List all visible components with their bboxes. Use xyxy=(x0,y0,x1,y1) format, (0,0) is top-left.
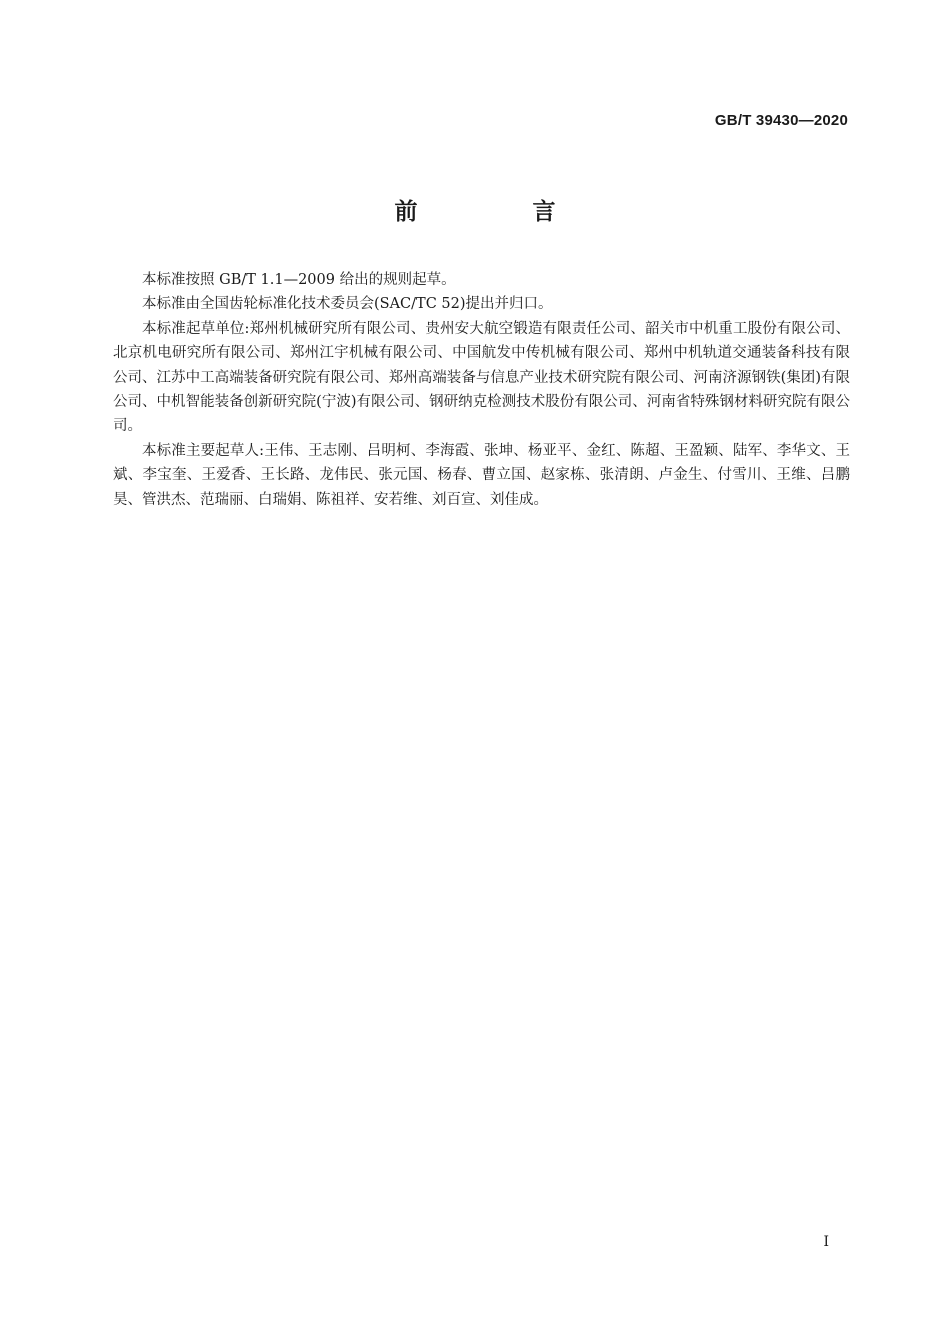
page-title: 前 言 xyxy=(394,199,602,225)
standard-code: GB/T 39430—2020 xyxy=(714,112,848,129)
paragraph-drafters: 本标准主要起草人:王伟、王志刚、吕明柯、李海霞、张坤、杨亚平、金红、陈超、王盈颖、陆军、李华文、王斌、李宝奎、王爱香、王长路、龙伟民、张元国、杨春、曹立国、赵家栋、张清朗、卢金生、付雪川、王维、吕鹏昊、管洪杰、范瑞丽、白瑞娟、陈祖祥、安若维、刘百宣、刘佳成。 xyxy=(113,442,850,508)
paragraph-proposer: 本标准由全国齿轮标准化技术委员会(SAC/TC 52)提出并归口。 xyxy=(142,296,553,313)
paragraph-drafting-rules: 本标准按照 GB/T 1.1—2009 给出的规则起草。 xyxy=(142,272,456,288)
page-number: I xyxy=(823,1234,829,1250)
foreword-body xyxy=(113,268,850,512)
paragraph-drafting-units: 本标准起草单位:郑州机械研究所有限公司、贵州安大航空锻造有限责任公司、韶关市中机重工股份有限公司、北京机电研究所有限公司、郑州江宇机械有限公司、中国航发中传机械有限公司、郑州中机轨道交通装备科技有限公司、江苏中工高端装备研究院有限公司、郑州高端装备与信息产业技术研究院有限公司、河南济源钢铁(集团)有限公司、中机智能装备创新研究院(宁波)有限公司、钢研纳克检测技术股份有限公司、河南省特殊钢材料研究院有限公司。 xyxy=(113,320,850,435)
